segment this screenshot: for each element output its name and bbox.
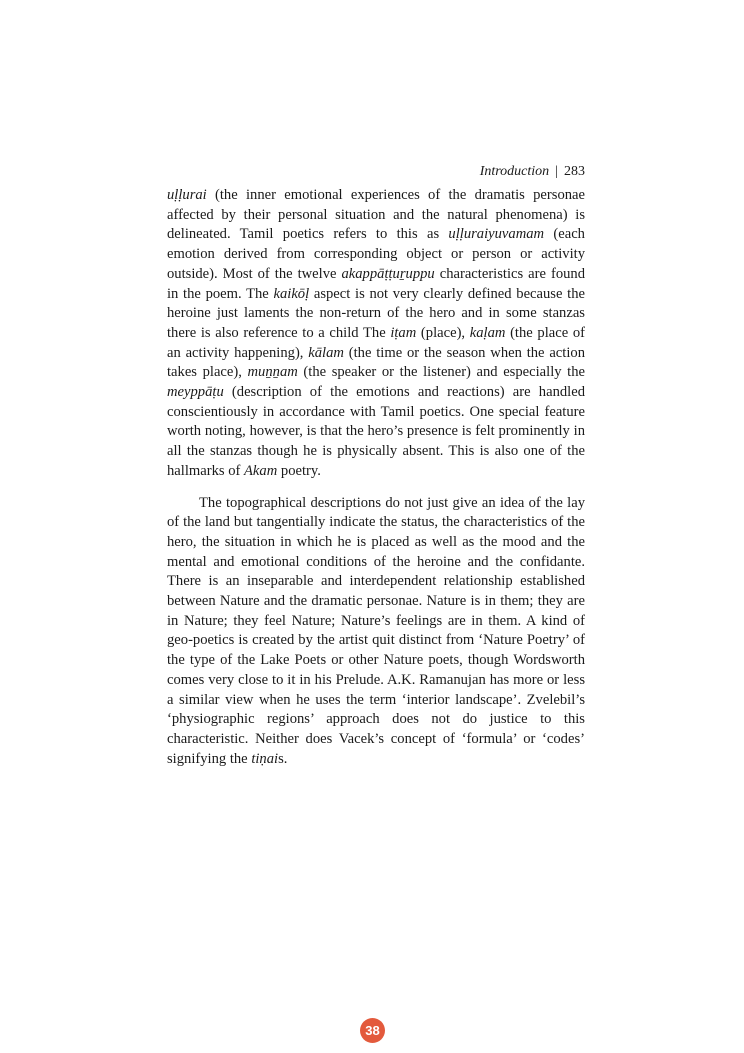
- running-header: [480, 162, 585, 182]
- section-title: Introduction: [479, 164, 550, 179]
- page-number: 283: [564, 164, 585, 179]
- text-run: aspect is not very clearly defined because the heroine just laments the non-return of the hero and in some stanzas there is also reference to a child The: [167, 285, 585, 341]
- paragraph-2: [167, 494, 585, 770]
- text-run: The topographical descriptions do not just give an idea of the lay of the land but tangentially indicate the status, the characteristics of the hero, the situation in which he is placed as well as the mood and the mental and emotional conditions of the heroine and the confidante. There is an inseparable and interdependent relationship established between Nature and the dramatic personae. Nature is in them; they are in Nature; they feel Nature; Nature’s feelings are in them. A kind of geo-poetics is created by the artist quit distinct from ‘Nature Poetry’ of the type of the Lake Poets or other Nature poets, though Wordsworth comes very close to it in his Prelude. A.K. Ramanujan has more or less a similar view when he uses the term ‘interior landscape’. Zvelebil’s ‘physiographic regions’ approach does not do justice to this characteristic. Neither does Vacek’s concept of ‘formula’ or ‘codes’ signifying the: [167, 494, 585, 767]
- term-itam: iṭam: [390, 324, 417, 341]
- term-ulluraiyuvamam: uḷḷuraiyuvamam: [448, 226, 545, 243]
- term-tinai: tiṇai: [251, 750, 279, 767]
- text-run: (the speaker or the listener) and especially the: [297, 364, 585, 381]
- term-kaalam: kālam: [308, 344, 344, 361]
- term-ullurai: uḷḷurai: [167, 187, 207, 203]
- paragraph-1: [167, 186, 585, 482]
- term-kalam: kaḷam: [469, 324, 506, 341]
- text-run: (the place of an activity happening),: [167, 324, 586, 361]
- text-run: characteristics are found in the poem. The: [167, 265, 586, 302]
- body-text: [167, 186, 585, 769]
- term-meyppatu: meyppāṭu: [167, 384, 224, 401]
- text-run: (description of the emotions and reactions) are handled conscientiously in accordance with Tamil poetics. One special feature worth noting, however, is that the hero’s presence is felt prominently in all the stanzas though he is physically absent. This is also one of the hallmarks of: [167, 384, 585, 479]
- term-akam: Akam: [244, 462, 278, 479]
- text-run: (each emotion derived from corresponding object or person or activity outside). Most of the twelve: [167, 226, 585, 282]
- term-munnam: muṉṉam: [247, 364, 298, 381]
- term-akappatturuppu: akappāṭṭuṟuppu: [341, 265, 435, 282]
- header-separator: |: [555, 164, 558, 179]
- page-number-badge: 38: [360, 1018, 385, 1043]
- text-run: (the inner emotional experiences of the dramatis personae affected by their personal situation and the natural phenomena) is delineated. Tamil poetics refers to this as: [167, 187, 585, 243]
- term-kaikol: kaikōḷ: [273, 285, 310, 302]
- text-run: (the time or the season when the action takes place),: [167, 344, 585, 381]
- text-run: poetry.: [277, 462, 321, 479]
- text-run: (place),: [416, 324, 470, 341]
- text-run: s.: [278, 750, 288, 767]
